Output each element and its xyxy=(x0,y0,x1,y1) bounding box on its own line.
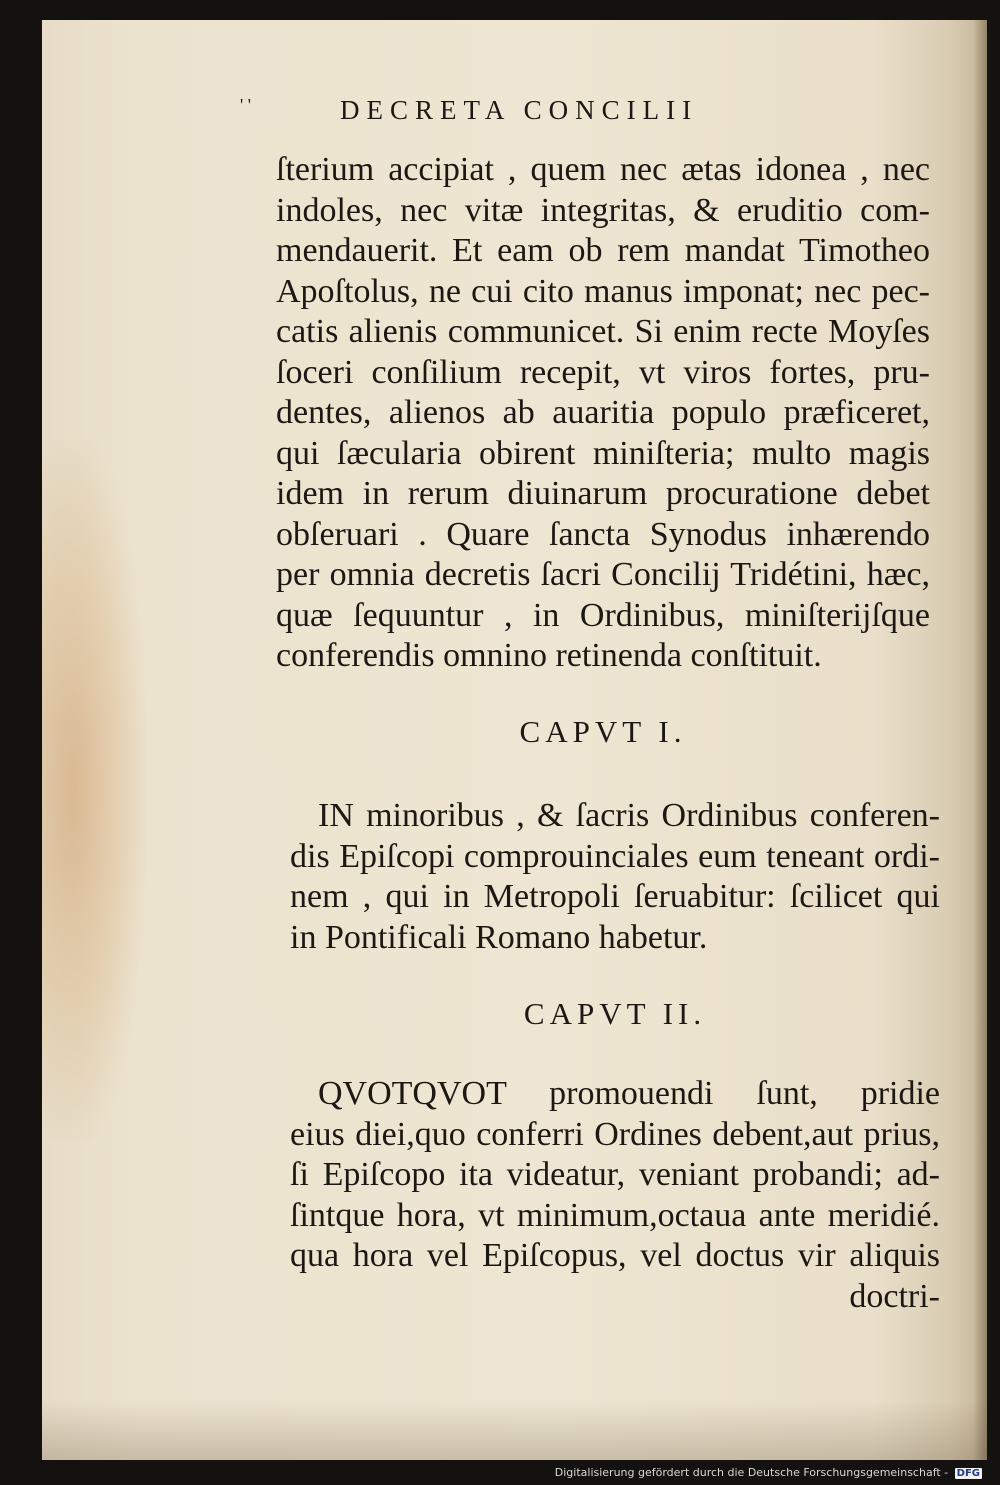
text-line: in Pontificali Romano habetur. xyxy=(290,918,708,956)
body-paragraph xyxy=(276,150,930,677)
text-line: ſintque hora, vt minimum,octaua ante meridié. xyxy=(290,1196,940,1234)
chapter-heading-caput-1: CAPVT I. xyxy=(519,714,687,749)
caput-1-paragraph xyxy=(290,796,940,958)
text-line: Apoſtolus, ne cui cito manus imponat; nec pec- xyxy=(276,272,930,310)
dfg-logo: DFG xyxy=(956,1468,980,1479)
text-line: nem , qui in Metropoli ſeruabitur: ſcilicet qui xyxy=(290,878,940,915)
text-line: qua hora vel Epiſcopus, vel doctus vir aliquis xyxy=(290,1237,940,1274)
text-line: eius diei,quo conferri Ordines debent,aut prius, xyxy=(290,1115,940,1153)
text-line: dentes, alienos ab auaritia populo præficeret, xyxy=(276,394,930,431)
text-line: obſeruari . Quare ſancta Synodus inhærendo xyxy=(276,515,930,553)
text-line: idem in rerum diuinarum procuratione debet xyxy=(276,475,930,512)
text-line: conferendis omnino retinenda conſtituit. xyxy=(276,637,822,674)
text-line: ſterium accipiat , quem nec ætas idonea , nec xyxy=(276,151,930,188)
text-line: IN minoribus , & ſacris Ordinibus conferen- xyxy=(318,797,940,834)
header-title: DECRETA CONCILII xyxy=(340,95,699,125)
chapter-heading-caput-2: CAPVT II. xyxy=(523,996,707,1031)
text-line: quæ ſequuntur , in Ordinibus, miniſterijſque xyxy=(276,596,930,634)
catchword: doctri- xyxy=(849,1277,940,1315)
text-line: indoles, nec vitæ integritas, & eruditio com- xyxy=(276,191,930,229)
water-stain xyxy=(42,440,147,1140)
header-mark: ' ' xyxy=(240,95,251,115)
text-line: qui ſæcularia obirent miniſteria; multo magis xyxy=(276,434,930,472)
text-line: per omnia decretis ſacri Concilij Tridétini, hæc, xyxy=(276,556,930,593)
text-line: QVOTQVOT promouendi ſunt, pridie xyxy=(318,1075,940,1112)
text-line: ſoceri conſilium recepit, vt viros fortes, pru- xyxy=(276,353,930,391)
credit-text: Digitalisierung gefördert durch die Deutsche Forschungsgemeinschaft - xyxy=(554,1466,949,1479)
text-line: catis alienis communicet. Si enim recte Moyſes xyxy=(276,313,930,350)
digitization-credit xyxy=(555,1466,982,1479)
text-line: mendauerit. Et eam ob rem mandat Timotheo xyxy=(276,232,930,269)
caput-2-paragraph xyxy=(290,1074,940,1317)
text-line: dis Epiſcopi comprouinciales eum teneant ordi- xyxy=(290,837,940,875)
text-line: ſi Epiſcopo ita videatur, veniant probandi; ad- xyxy=(290,1156,940,1193)
page-bottom-shadow xyxy=(42,1400,987,1460)
page-gutter-shadow xyxy=(973,20,987,1460)
